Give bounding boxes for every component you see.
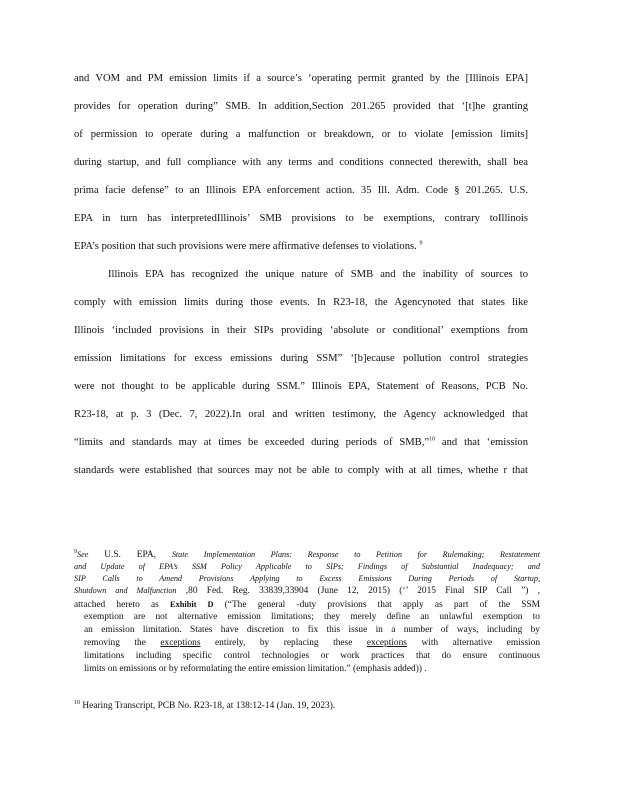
- body-line: “limits and standards may at times be exceeded during periods of SMB,”$^{10}$ and that ‘emission: [74, 436, 528, 448]
- body-line: standards were established that sources may not be able to comply with at all times, whethe r that: [74, 465, 528, 476]
- footnote-line: limitations including specific control technologies or work practices that do ensure continuous: [84, 651, 540, 661]
- footnote-9: [74, 548, 540, 688]
- body-line: R23-18, at p. 3 (Dec. 7, 2022).In oral and written testimony, the Agency acknowledged that: [74, 409, 528, 420]
- body-line: EPA in turn has interpretedIllinois’ SMB provisions to be exemptions, contrary toIllinois: [74, 213, 528, 224]
- body-text: [74, 72, 528, 482]
- body-line: were not thought to be applicable during SSM.” Illinois EPA, Statement of Reasons, PCB No.: [74, 381, 528, 392]
- footnote-line: attached hereto as Exhibit D (“The general -duty provisions that apply as part of the SSM: [74, 600, 540, 610]
- footnote-marker: 9: [74, 548, 77, 555]
- footnote-line: an emission limitation. States have discretion to fix this issue in a number of ways, including by: [84, 625, 540, 635]
- body-line: of permission to operate during a malfunction or breakdown, or to violate [emission limits]: [74, 129, 528, 140]
- body-line: prima facie defense” to an Illinois EPA enforcement action. 35 Ill. Adm. Code § 201.265. U.S.: [74, 185, 528, 196]
- footnote-line: $^9$See U.S. EPA, State Implementation Plans: Response to Petition for Rulemaking; Restatement: [74, 548, 540, 560]
- footnote-line: limits on emissions or by reformulating the entire emission limitation.” (emphasis added)) .: [84, 664, 427, 674]
- body-line: provides for operation during” SMB. In addition,Section 201.265 provided that ‘[t]he granting: [74, 101, 528, 112]
- footnote-line: Shutdown and Malfunction ,80 Fed. Reg. 33839,33904 (June 12, 2015) (‘’ 2015 Final SIP Call ”) ,: [74, 586, 540, 596]
- body-line: comply with emission limits during those events. In R23-18, the Agencynoted that states like: [74, 297, 528, 308]
- footnote-marker: 10: [74, 699, 80, 706]
- body-line: during startup, and full compliance with any terms and conditions connected therewith, shall bea: [74, 157, 528, 168]
- body-line: emission limitations for excess emissions during SSM” ‘[b]ecause pollution control strategies: [74, 353, 528, 364]
- footnote-10: [74, 700, 540, 716]
- body-line: Illinois EPA has recognized the unique nature of SMB and the inability of sources to: [108, 269, 528, 280]
- body-line: EPA’s position that such provisions were mere affirmative defenses to violations. $^9$: [74, 240, 423, 252]
- footnote-line: $^{10}$ Hearing Transcript, PCB No. R23-18, at 138:12-14 (Jan. 19, 2023).: [74, 699, 336, 711]
- exhibit-label: Exhibit D: [169, 600, 214, 609]
- footnote-line: SIP Calls to Amend Provisions Applying to Excess Emissions During Periods of Startup,: [74, 574, 540, 583]
- footnote-line: removing the exceptions entirely, by replacing these exceptions with alternative emission: [84, 638, 541, 648]
- footnote-ref-9: 9: [419, 240, 423, 247]
- footnote-line: and Update of EPA’s SSM Policy Applicable to SIPs; Findings of Substantial Inadequacy; and: [74, 562, 540, 571]
- footnote-ref-10: 10: [429, 436, 436, 443]
- body-line: and VOM and PM emission limits if a source’s ‘operating permit granted by the [Illinois EPA]: [74, 73, 528, 84]
- footnote-line: exemption are not alternative emission limitations; they merely define an unlawful exemption to: [84, 612, 540, 622]
- body-line: Illinois ‘included provisions in their SIPs providing ‘absolute or conditional’ exemptions from: [74, 325, 528, 336]
